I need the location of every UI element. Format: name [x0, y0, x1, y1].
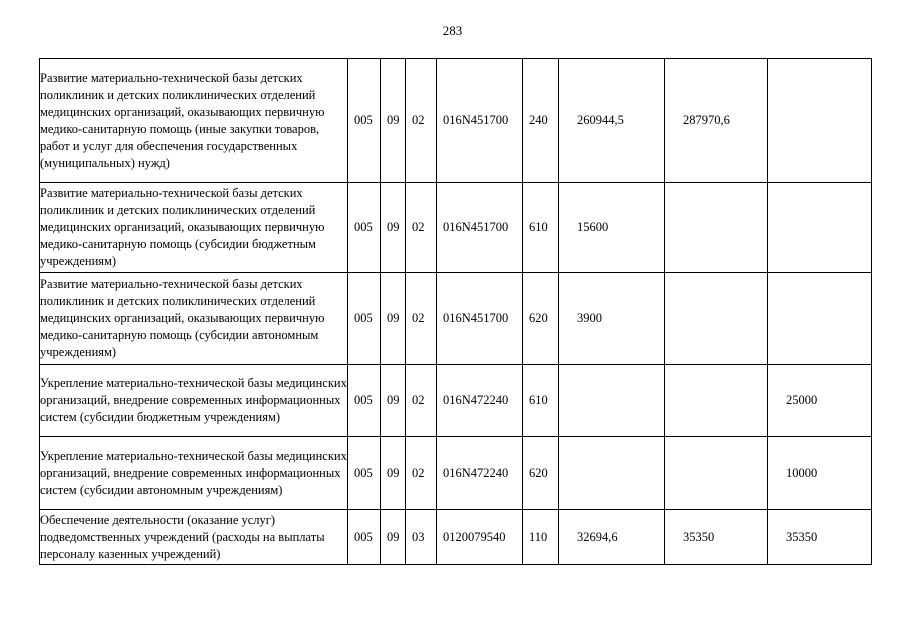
expense-type-code: 610	[529, 220, 548, 234]
sum-year-1: 260944,5	[577, 113, 624, 127]
row-description: Обеспечение деятельности (оказание услуг) подведомственных учреждений (расходы на выплаты персоналу казенных учреждений)	[40, 510, 348, 565]
sum-year-3: 35350	[786, 529, 818, 544]
target-article-code: 016N451700	[443, 220, 509, 234]
section-code: 09	[387, 113, 400, 127]
sum-year-2: 287970,6	[683, 113, 730, 127]
subsection-code: 02	[412, 113, 425, 127]
target-article-code: 016N472240	[443, 393, 509, 407]
expense-type-code: 610	[529, 393, 548, 407]
sum-year-1: 3900	[577, 311, 602, 325]
table-body	[40, 59, 872, 565]
table-row	[40, 273, 872, 365]
expense-type-code: 110	[529, 529, 548, 544]
sum-year-3: 10000	[786, 465, 818, 480]
ministry-code: 005	[354, 529, 373, 544]
table-row	[40, 183, 872, 273]
section-code: 09	[387, 529, 400, 544]
target-article-code: 016N451700	[443, 311, 509, 325]
expense-type-code: 620	[529, 311, 548, 325]
section-code: 09	[387, 465, 400, 480]
page-number: 283	[442, 23, 463, 38]
ministry-code: 005	[354, 311, 373, 325]
expense-type-code: 620	[529, 465, 548, 480]
ministry-code: 005	[354, 113, 373, 127]
sum-year-2: 35350	[683, 529, 715, 544]
subsection-code: 02	[412, 220, 425, 234]
target-article-code: 016N451700	[443, 113, 509, 127]
section-code: 09	[387, 393, 400, 407]
table-row	[40, 510, 872, 565]
table-row	[40, 59, 872, 183]
ministry-code: 005	[354, 393, 373, 407]
row-description: Развитие материально-технической базы детских поликлиник и детских поликлинических отделений медицинских организаций, оказывающих первичную медико-санитарную помощь (субсидии бюджетным учреждениям)	[40, 183, 348, 273]
row-description: Укрепление материально-технической базы медицинских организаций, внедрение современных информационных систем (субсидии автономным учреждениям)	[40, 437, 348, 510]
expense-type-code: 240	[529, 113, 548, 127]
budget-table	[39, 58, 872, 565]
section-code: 09	[387, 220, 400, 234]
sum-year-3: 25000	[786, 393, 818, 407]
subsection-code: 03	[412, 529, 425, 544]
subsection-code: 02	[412, 311, 425, 325]
table-row	[40, 437, 872, 510]
row-description: Развитие материально-технической базы детских поликлиник и детских поликлинических отделений медицинских организаций, оказывающих первичную медико-санитарную помощь (субсидии автономным учреждениям)	[40, 273, 348, 365]
ministry-code: 005	[354, 465, 373, 480]
table-row	[40, 365, 872, 437]
ministry-code: 005	[354, 220, 373, 234]
row-description: Укрепление материально-технической базы медицинских организаций, внедрение современных информационных систем (субсидии бюджетным учреждениям)	[40, 365, 348, 437]
row-description: Развитие материально-технической базы детских поликлиник и детских поликлинических отделений медицинских организаций, оказывающих первичную медико-санитарную помощь (иные закупки товаров, работ и услуг для обеспечения государственных (муниципальных) нужд)	[40, 59, 348, 183]
sum-year-1: 15600	[577, 220, 609, 234]
target-article-code: 0120079540	[443, 529, 506, 544]
subsection-code: 02	[412, 465, 425, 480]
section-code: 09	[387, 311, 400, 325]
sum-year-1: 32694,6	[577, 529, 618, 544]
target-article-code: 016N472240	[443, 465, 509, 480]
subsection-code: 02	[412, 393, 425, 407]
